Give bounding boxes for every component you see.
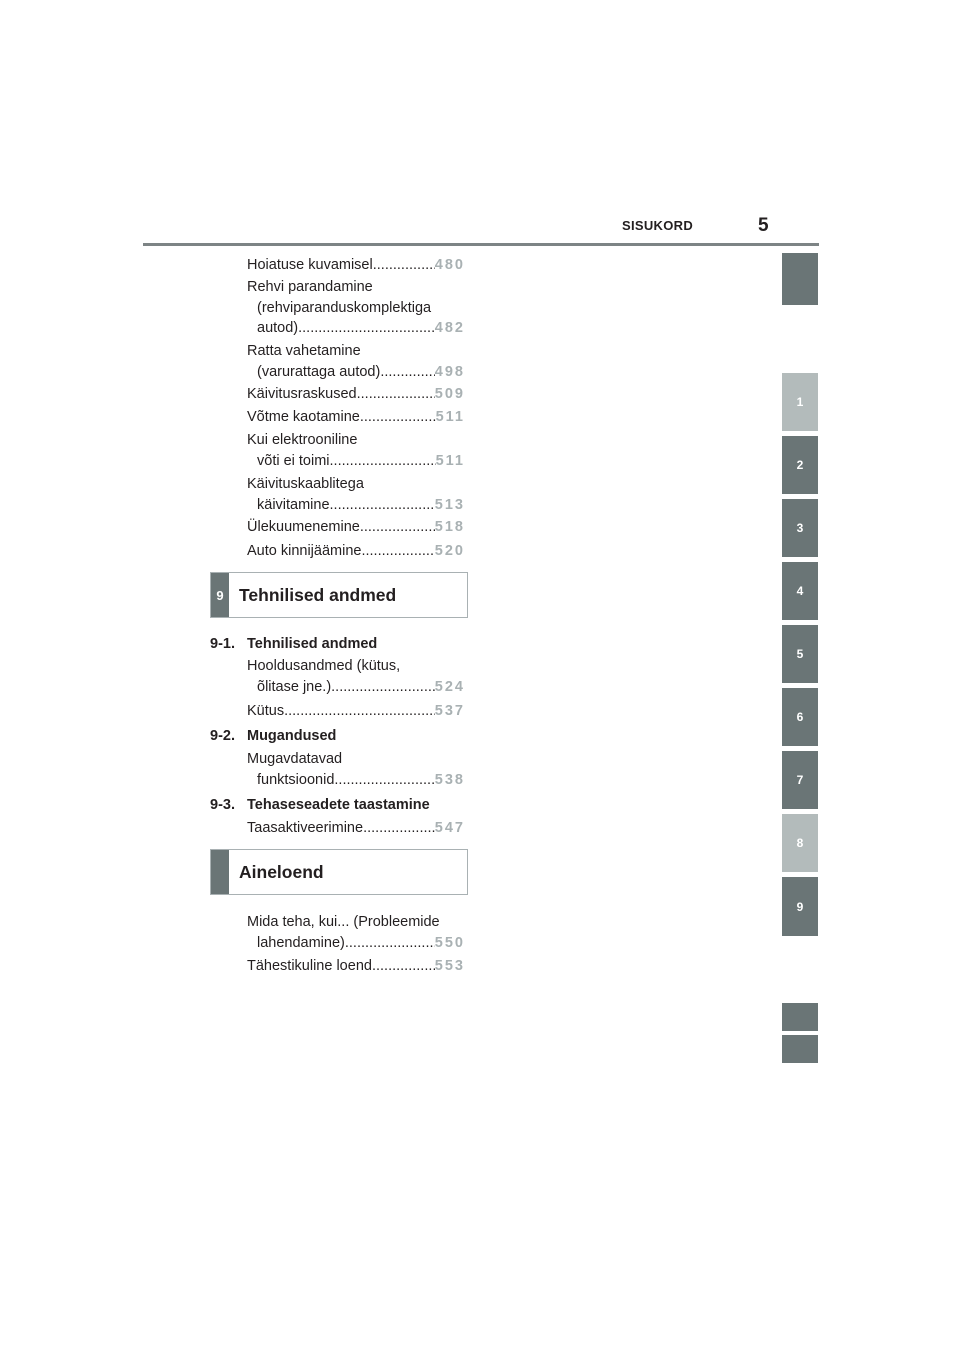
toc-entry[interactable] (247, 656, 465, 697)
side-tab-blank-bottom-2[interactable] (782, 1035, 818, 1063)
index-section-marker (211, 850, 229, 894)
toc-entry-title: Hooldusandmed (kütus, (247, 658, 401, 674)
toc-entry-page: 511 (435, 452, 465, 469)
side-tab-9[interactable]: 9 (782, 877, 818, 936)
toc-entry[interactable] (247, 407, 465, 428)
section-heading-box (210, 572, 468, 618)
toc-entry-page: 482 (434, 320, 465, 336)
toc-entry-page: 537 (434, 703, 465, 719)
toc-entry-title: Tähestikuline loend (247, 958, 372, 974)
toc-entry-title: Käivitusraskused (247, 386, 357, 402)
toc-entry[interactable] (247, 541, 465, 562)
toc-entry-title: Auto kinnijäämine (247, 543, 362, 559)
subsection-title: Tehaseseadete taastamine (247, 797, 430, 813)
toc-entry-page: 538 (434, 771, 465, 788)
index-section-title: Aineloend (239, 861, 324, 882)
side-tab-1[interactable]: 1 (782, 373, 818, 431)
toc-entry[interactable] (247, 277, 465, 339)
toc-entry-page: 498 (434, 363, 465, 380)
toc-entry[interactable] (247, 255, 465, 276)
toc-entry[interactable] (247, 701, 465, 722)
subsection-title: Tehnilised andmed (247, 636, 378, 652)
side-tab-blank-bottom-1[interactable] (782, 1003, 818, 1031)
toc-entry[interactable] (247, 956, 465, 977)
side-tab-blank-top[interactable] (782, 253, 818, 305)
toc-entry-title: lahendamine) (257, 934, 345, 951)
toc-entry-page: 509 (434, 386, 465, 402)
toc-entry[interactable] (247, 912, 465, 953)
toc-entry[interactable] (247, 341, 465, 382)
toc-entry-title: Hoiatuse kuvamisel (247, 257, 373, 273)
header-title: SISUKORD (622, 218, 694, 233)
subsection-number: 9-2. (210, 728, 235, 744)
toc-entry-title: (varurattaga autod) (257, 363, 381, 380)
toc-entry-page: 518 (434, 519, 465, 535)
toc-entry-title: õlitase jne.) (257, 678, 332, 695)
side-tab-3[interactable]: 3 (782, 499, 818, 557)
toc-entry[interactable] (247, 384, 465, 405)
side-tab-4[interactable]: 4 (782, 562, 818, 620)
subsection-heading (210, 726, 336, 746)
side-tab-5[interactable]: 5 (782, 625, 818, 683)
toc-entry-title: Ülekuumenemine (247, 519, 360, 535)
toc-entry-title: käivitamine (257, 496, 330, 513)
toc-entry[interactable] (247, 430, 465, 471)
toc-entry-title: Kütus (247, 703, 285, 719)
toc-entry-title: Kui elektrooniline (247, 432, 358, 448)
toc-entry-title: Võtme kaotamine (247, 409, 360, 425)
toc-entry-title: Ratta vahetamine (247, 343, 361, 359)
toc-entry[interactable] (247, 749, 465, 790)
toc-entry-title: Rehvi parandamine (247, 279, 373, 295)
toc-entry-title: (rehviparanduskomplektiga (257, 299, 432, 316)
toc-entry-title: võti ei toimi (257, 452, 330, 469)
toc-entry-title: funktsioonid (257, 771, 335, 788)
subsection-title: Mugandused (247, 728, 337, 744)
side-tab-2[interactable]: 2 (782, 436, 818, 494)
toc-entry-title: autod) (257, 320, 299, 336)
section-number: 9 (211, 573, 229, 617)
toc-entry-page: 511 (435, 409, 465, 425)
subsection-heading (210, 634, 377, 654)
side-tab-6[interactable]: 6 (782, 688, 818, 746)
toc-entry-page: 524 (434, 678, 465, 695)
toc-entry-page: 513 (434, 496, 465, 513)
subsection-number: 9-1. (210, 636, 235, 652)
subsection-heading (210, 795, 430, 815)
index-heading-box (210, 849, 468, 895)
toc-entry[interactable] (247, 474, 465, 515)
toc-entry-title: Mida teha, kui... (Probleemide (247, 914, 440, 930)
toc-entry-page: 480 (434, 257, 465, 273)
toc-entry-page: 550 (434, 934, 465, 951)
toc-entry-page: 547 (434, 820, 465, 836)
side-tab-8[interactable]: 8 (782, 814, 818, 872)
section-title: Tehnilised andmed (239, 584, 397, 605)
subsection-number: 9-3. (210, 797, 235, 813)
side-tab-7[interactable]: 7 (782, 751, 818, 809)
toc-entry-page: 520 (434, 543, 465, 559)
page-number: 5 (758, 215, 769, 236)
toc-entry[interactable] (247, 818, 465, 839)
toc-entry-page: 553 (434, 958, 465, 974)
toc-entry-title: Taasaktiveerimine (247, 820, 364, 836)
header-divider (143, 243, 819, 246)
toc-entry-title: Mugavdatavad (247, 751, 343, 767)
toc-entry-title: Käivituskaablitega (247, 476, 364, 492)
toc-entry[interactable] (247, 517, 465, 538)
